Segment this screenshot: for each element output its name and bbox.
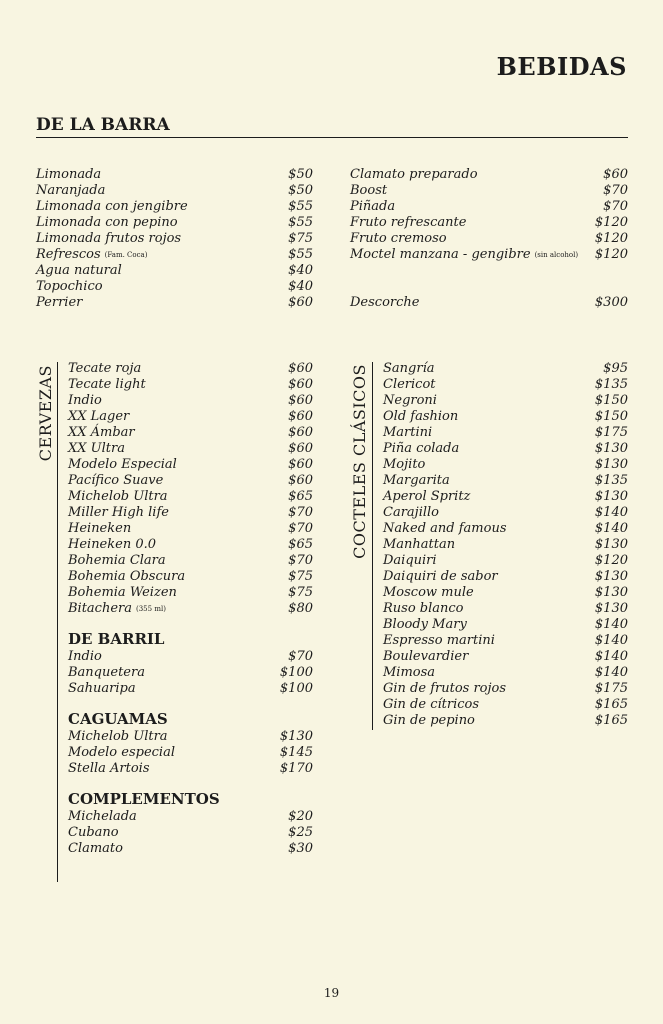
list-item: Tecate roja $60 [68, 361, 313, 376]
page-number: 19 [323, 986, 340, 1000]
list-item: Manhattan $130 [383, 537, 628, 552]
section-title: DE LA BARRA [36, 115, 170, 135]
list-item: Bloody Mary $140 [383, 617, 628, 632]
list-item: Bitachera (355 ml) $80 [68, 601, 313, 616]
list-item: Stella Artois $170 [68, 761, 313, 776]
descorche [350, 295, 628, 311]
list-item: Limonada frutos rojos $75 [36, 231, 313, 246]
list-item: Sahuaripa $100 [68, 681, 313, 696]
barra-left-list [36, 167, 313, 311]
list-item: Refrescos (Fam. Coca) $55 [36, 247, 313, 262]
list-item: Michelada $20 [68, 809, 313, 824]
list-item: Clamato preparado $60 [350, 167, 628, 182]
list-item: Piña colada $130 [383, 441, 628, 456]
list-item: Michelob Ultra $65 [68, 489, 313, 504]
list-item: XX Ámbar $60 [68, 425, 313, 440]
page-title: BEBIDAS [496, 52, 627, 81]
list-item: Piñada $70 [350, 199, 628, 214]
list-item: Daiquiri de sabor $130 [383, 569, 628, 584]
cocteles-list [383, 361, 628, 729]
list-item: Old fashion $150 [383, 409, 628, 424]
list-item: Aperol Spritz $130 [383, 489, 628, 504]
list-item: Modelo especial $145 [68, 745, 313, 760]
list-item: Bohemia Weizen $75 [68, 585, 313, 600]
list-item: Gin de frutos rojos $175 [383, 681, 628, 696]
list-item: Heineken 0.0 $65 [68, 537, 313, 552]
list-item: Carajillo $140 [383, 505, 628, 520]
list-item: Clamato $30 [68, 841, 313, 856]
list-item: Gin de pepino $165 [383, 713, 628, 728]
list-item: Gin de cítricos $165 [383, 697, 628, 712]
cocteles-divider [372, 362, 373, 730]
list-item: Modelo Especial $60 [68, 457, 313, 472]
caguamas-heading: CAGUAMAS [68, 710, 168, 728]
list-item: Tecate light $60 [68, 377, 313, 392]
list-item: Michelob Ultra $130 [68, 729, 313, 744]
list-item: Limonada con pepino $55 [36, 215, 313, 230]
cervezas-list [68, 361, 313, 857]
list-item: Limonada $50 [36, 167, 313, 182]
list-item: Negroni $150 [383, 393, 628, 408]
list-item: Naked and famous $140 [383, 521, 628, 536]
complementos-heading: COMPLEMENTOS [68, 790, 220, 808]
list-item: Miller High life $70 [68, 505, 313, 520]
list-item: Sangría $95 [383, 361, 628, 376]
list-item: Bohemia Clara $70 [68, 553, 313, 568]
list-item: Mimosa $140 [383, 665, 628, 680]
list-item: Naranjada $50 [36, 183, 313, 198]
cervezas-divider [57, 362, 58, 882]
section-divider [36, 137, 628, 138]
list-item: Mojito $130 [383, 457, 628, 472]
list-item: Boulevardier $140 [383, 649, 628, 664]
list-item: Limonada con jengibre $55 [36, 199, 313, 214]
list-item: Indio $60 [68, 393, 313, 408]
list-item: Agua natural $40 [36, 263, 313, 278]
list-item: Daiquiri $120 [383, 553, 628, 568]
list-item: Perrier $60 [36, 295, 313, 310]
list-item: Martini $175 [383, 425, 628, 440]
list-item: Pacífico Suave $60 [68, 473, 313, 488]
list-item: Descorche $300 [350, 295, 628, 310]
list-item: Margarita $135 [383, 473, 628, 488]
list-item: XX Ultra $60 [68, 441, 313, 456]
list-item: Indio $70 [68, 649, 313, 664]
barra-right-list [350, 167, 628, 263]
list-item: XX Lager $60 [68, 409, 313, 424]
list-item: Heineken $70 [68, 521, 313, 536]
list-item: Banquetera $100 [68, 665, 313, 680]
list-item: Espresso martini $140 [383, 633, 628, 648]
list-item: Moctel manzana - gengibre (sin alcohol) $120 [350, 247, 628, 262]
list-item: Moscow mule $130 [383, 585, 628, 600]
cocteles-label: COCTELES CLÁSICOS [350, 364, 369, 559]
cervezas-label: CERVEZAS [36, 365, 55, 462]
list-item: Topochico $40 [36, 279, 313, 294]
list-item: Fruto refrescante $120 [350, 215, 628, 230]
list-item: Fruto cremoso $120 [350, 231, 628, 246]
list-item: Bohemia Obscura $75 [68, 569, 313, 584]
de-barril-heading: DE BARRIL [68, 630, 165, 648]
list-item: Ruso blanco $130 [383, 601, 628, 616]
list-item: Cubano $25 [68, 825, 313, 840]
list-item: Boost $70 [350, 183, 628, 198]
list-item: Clericot $135 [383, 377, 628, 392]
